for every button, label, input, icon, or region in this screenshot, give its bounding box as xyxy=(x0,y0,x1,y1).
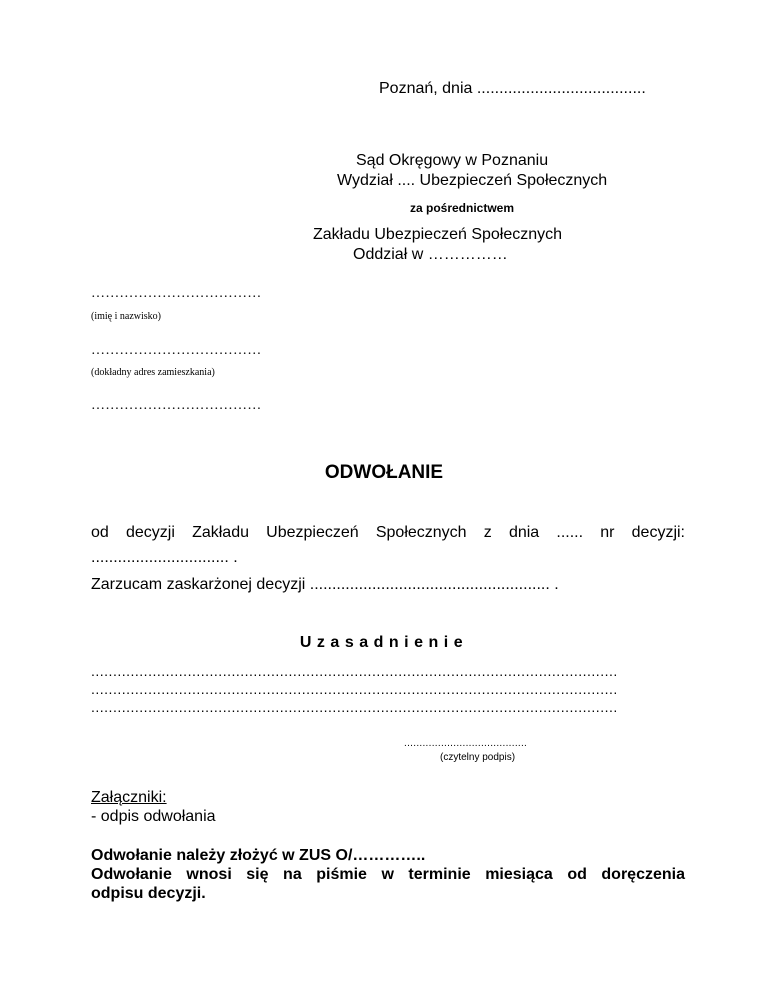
charge-line: Zarzucam zaskarżonej decyzji ...................................................... . xyxy=(91,576,559,593)
justification-line: ........................................................................................................................ xyxy=(91,699,618,715)
via-label: za pośrednictwem xyxy=(410,201,515,215)
justification-heading: Uzasadnienie xyxy=(299,634,469,651)
zus-name: Zakładu Ubezpieczeń Społecznych xyxy=(313,226,563,243)
justification-line: ........................................................................................................................ xyxy=(91,663,618,679)
attachment-item: - odpis odwołania xyxy=(91,808,216,825)
decision-line: od decyzji Zakładu Ubezpieczeń Społecznych z dnia ...... nr decyzji: xyxy=(91,524,685,541)
deadline-note-cont: odpisu decyzji. xyxy=(91,885,206,902)
place-date-line: Poznań, dnia ...................................... xyxy=(379,80,646,97)
filing-note: Odwołanie należy złożyć w ZUS O/………….. xyxy=(91,847,426,864)
court-department: Wydział .... Ubezpieczeń Społecznych xyxy=(337,172,608,189)
attachments-heading: Załączniki: xyxy=(91,789,167,806)
document-title: ODWOŁANIE xyxy=(324,462,444,483)
decision-number-fill: ............................... . xyxy=(91,549,238,566)
name-caption: (imię i nazwisko) xyxy=(91,311,161,322)
signature-caption: (czytelny podpis) xyxy=(440,752,516,763)
court-name: Sąd Okręgowy w Poznaniu xyxy=(356,152,549,169)
name-fill-line: ……………………………… xyxy=(91,286,262,301)
deadline-note: Odwołanie wnosi się na piśmie w terminie miesiąca od doręczenia xyxy=(91,866,685,883)
address-caption: (dokładny adres zamieszkania) xyxy=(91,367,215,378)
extra-fill-line: ……………………………… xyxy=(91,398,262,413)
justification-line: ........................................................................................................................ xyxy=(91,681,618,697)
signature-fill-line: ........................................ xyxy=(404,738,528,749)
zus-branch: Oddział w …………… xyxy=(353,246,508,263)
address-fill-line: ……………………………… xyxy=(91,343,262,358)
